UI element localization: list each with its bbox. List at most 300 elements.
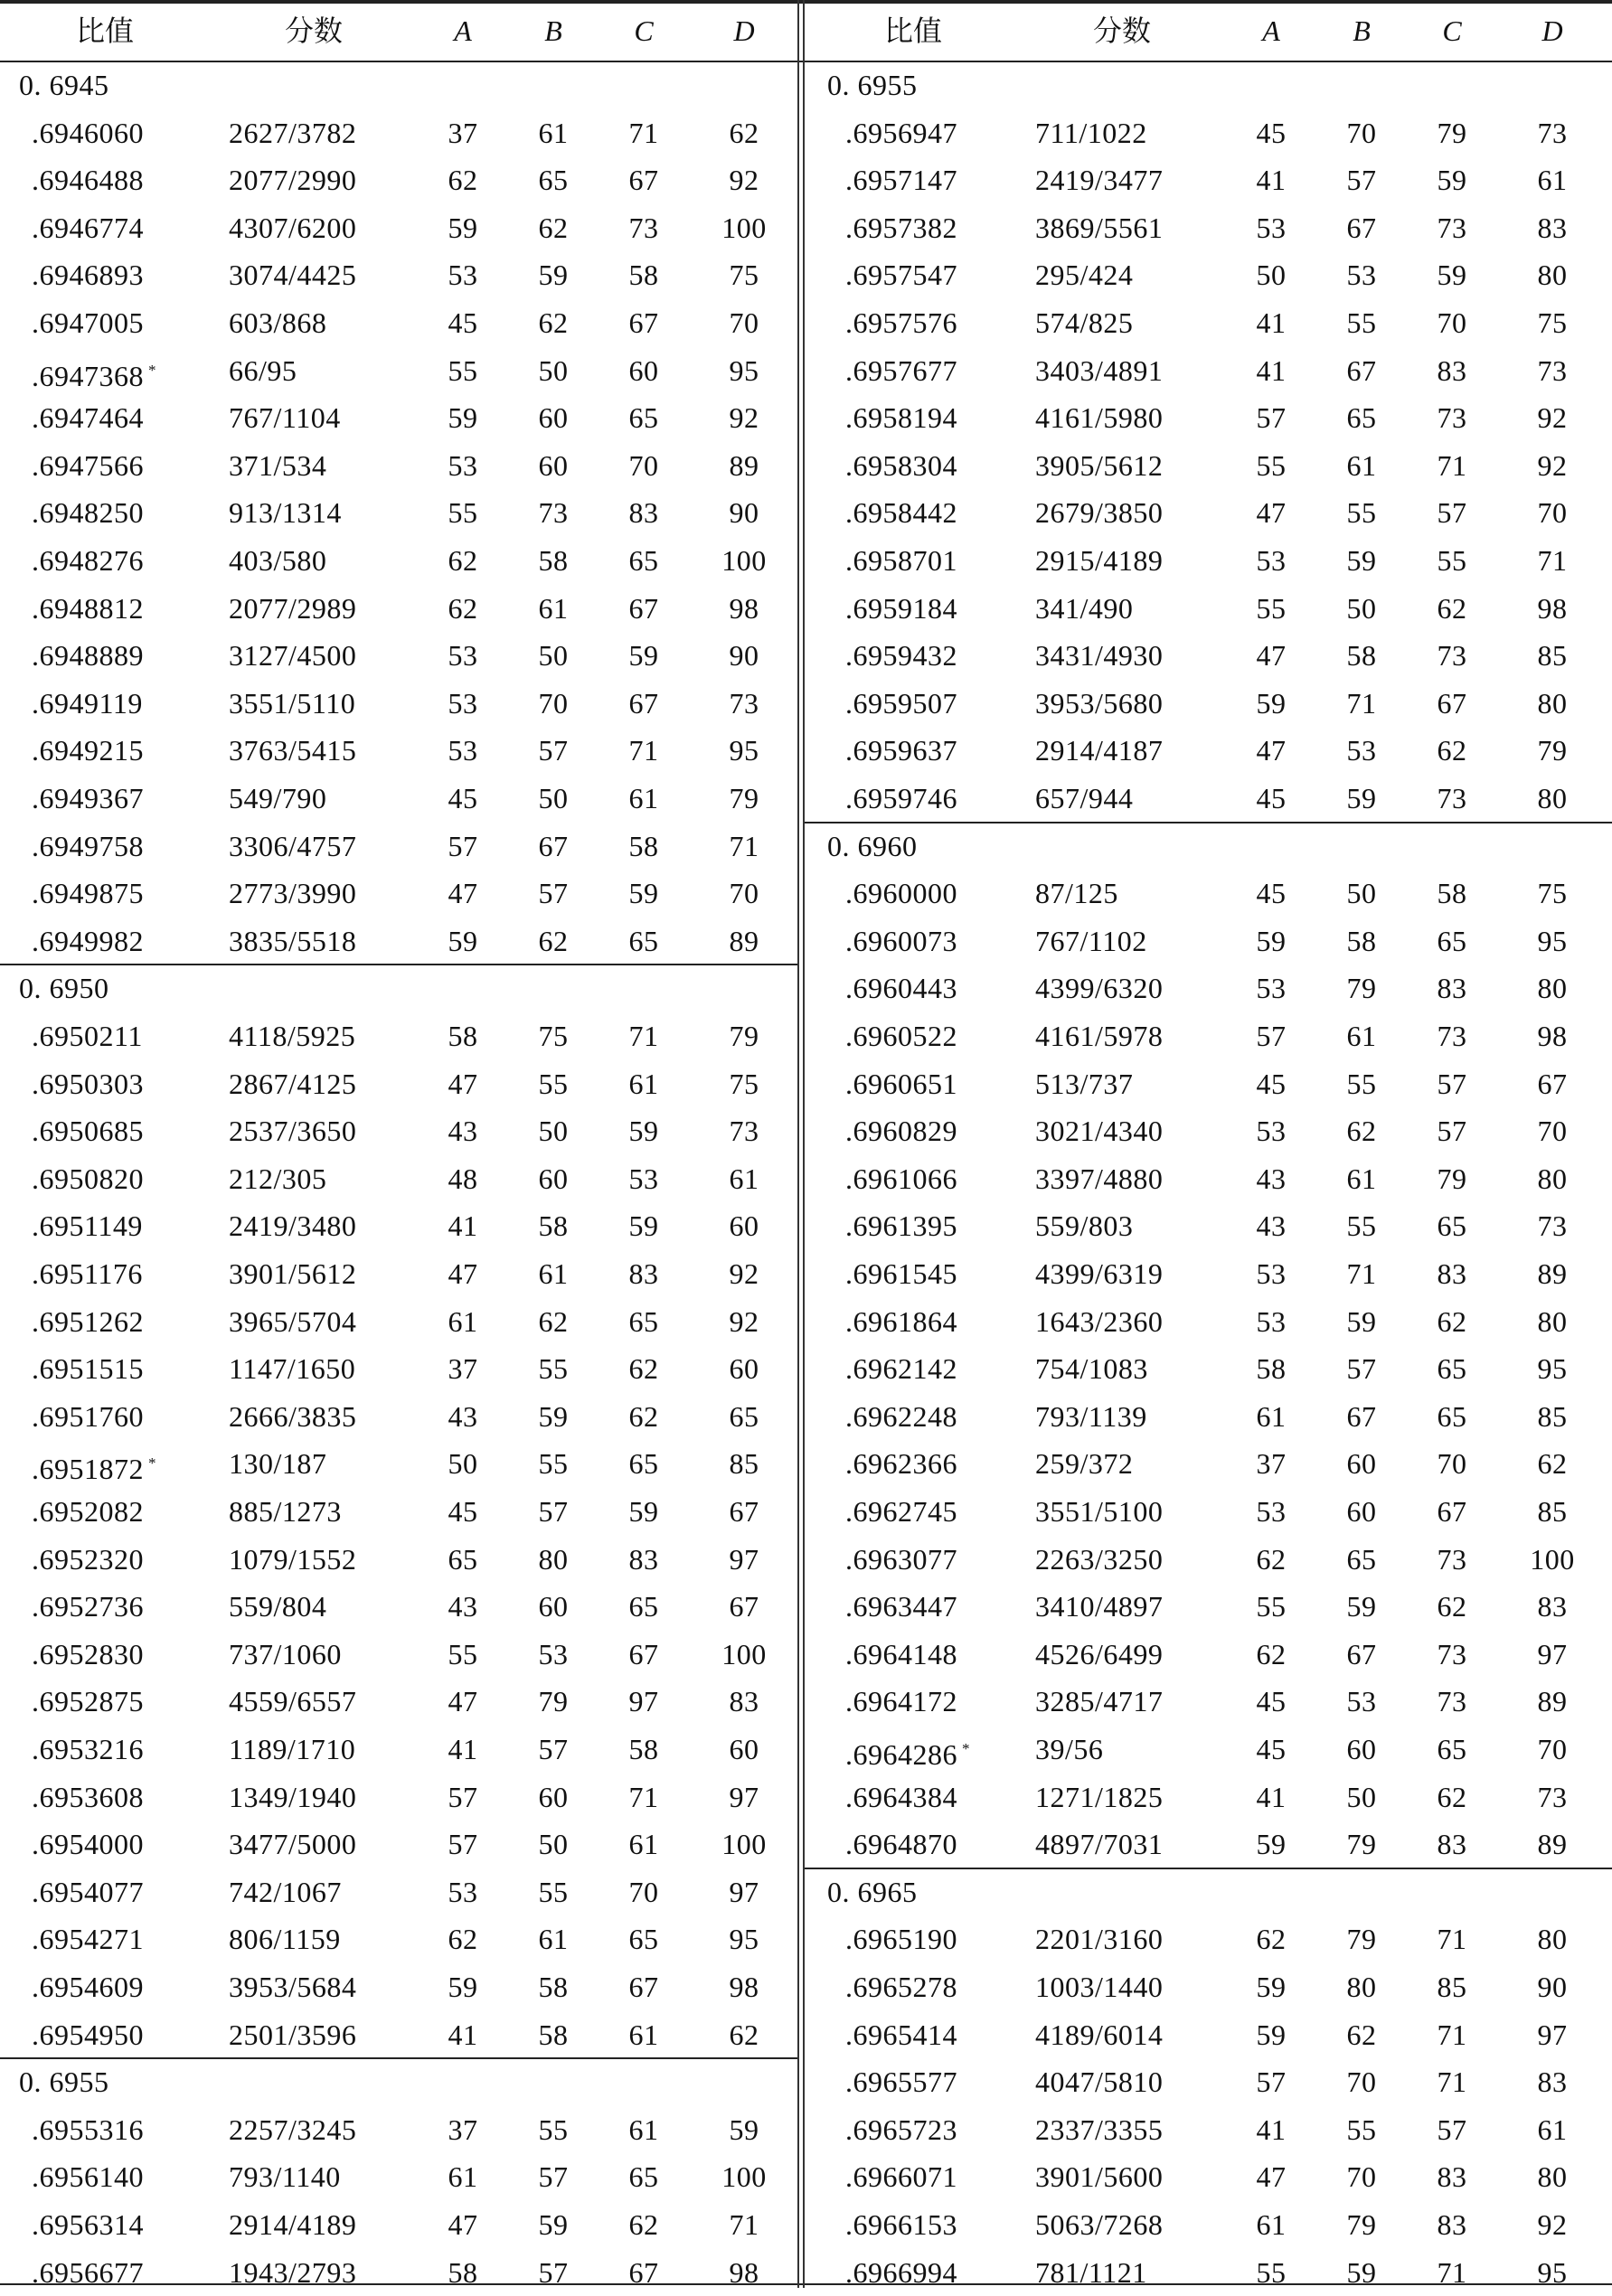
value-cell-b: 65 [1346,401,1377,435]
ratio-value: .6962366 [845,1447,957,1481]
value-cell-d: 92 [1537,2208,1568,2241]
column-header-c: C [634,14,654,47]
value-cell-a: 55 [448,353,478,387]
value-cell-d: 70 [729,877,759,910]
ratio-value: .6961395 [845,1209,957,1243]
ratio-value: .6957677 [845,353,957,387]
value-cell-d: 80 [1537,686,1568,720]
value-cell-b: 60 [538,1590,569,1623]
ratio-cell [32,156,144,203]
value-cell-d: 89 [1537,1685,1568,1718]
value-cell-d: 73 [1537,1209,1568,1243]
ratio-value: .6965723 [845,2113,957,2146]
value-cell-b: 67 [538,829,569,862]
ratio-cell [32,1250,143,1297]
value-cell-d: 85 [1537,639,1568,673]
ratio-cell [845,347,957,394]
value-cell-a: 59 [448,1971,478,2003]
value-cell-d: 90 [1537,1971,1568,2003]
ratio-cell [32,1726,144,1773]
fraction-cell: 39/56 [1035,1733,1104,1765]
ratio-cell [32,585,144,632]
value-cell-a: 62 [1256,1637,1287,1670]
value-cell-b: 50 [538,1828,569,1861]
value-cell-b: 55 [1346,496,1377,530]
group-separator [805,1868,1612,1869]
ratio-cell [845,1915,957,1962]
value-cell-a: 53 [1256,1495,1287,1528]
ratio-cell [845,2106,957,2153]
ratio-value: .6961545 [845,1257,957,1290]
value-cell-c: 73 [1437,1637,1467,1670]
value-cell-c: 58 [628,1733,659,1765]
value-cell-d: 70 [729,306,759,339]
value-cell-d: 71 [1537,544,1568,577]
value-cell-b: 73 [538,496,569,530]
ratio-cell [845,251,957,298]
value-cell-d: 97 [729,1875,759,1908]
value-cell-d: 79 [729,782,759,814]
ratio-value: .6954950 [32,2018,144,2051]
fraction-cell: 3953/5680 [1035,686,1164,720]
value-cell-c: 59 [628,1209,659,1243]
ratio-value: .6953608 [32,1780,144,1813]
value-cell-d: 83 [1537,2065,1568,2099]
value-cell-d: 62 [729,2018,759,2051]
value-cell-a: 47 [1256,639,1287,673]
ratio-value: .6947566 [32,448,144,482]
ratio-value: .6949982 [32,924,144,957]
ratio-cell [845,1963,957,2010]
ratio-value: .6965577 [845,2065,957,2099]
ratio-value: .6957547 [845,259,957,292]
ratio-cell [845,1821,957,1868]
ratio-value: .6956677 [32,2255,144,2289]
value-cell-b: 79 [1346,1828,1377,1861]
ratio-cell [32,251,144,298]
value-cell-c: 59 [628,1495,659,1528]
value-cell-a: 59 [1256,1971,1287,2003]
value-cell-b: 57 [538,2160,569,2194]
fraction-cell: 1079/1552 [229,1542,357,1576]
value-cell-d: 85 [729,1447,759,1481]
value-cell-b: 60 [1346,1733,1377,1765]
ratio-value: .6956947 [845,116,957,149]
ratio-cell [32,823,144,870]
value-cell-d: 65 [729,1399,759,1433]
value-cell-a: 47 [448,1067,478,1100]
value-cell-d: 97 [729,1542,759,1576]
value-cell-a: 37 [448,2113,478,2146]
value-cell-b: 61 [1346,448,1377,482]
ratio-value: .6949119 [32,686,143,720]
value-cell-d: 75 [1537,306,1568,339]
ratio-value: .6952736 [32,1590,144,1623]
value-cell-c: 65 [628,924,659,957]
value-cell-b: 79 [538,1685,569,1718]
value-cell-a: 59 [1256,686,1287,720]
group-label: 0. 6945 [19,69,109,101]
value-cell-a: 57 [448,829,478,862]
value-cell-b: 57 [538,1495,569,1528]
ratio-cell [32,1393,144,1440]
value-cell-c: 70 [1437,1447,1467,1481]
ratio-cell [845,680,957,727]
value-cell-b: 62 [1346,2018,1377,2051]
value-cell-a: 41 [1256,2113,1287,2146]
ratio-cell [32,299,144,346]
value-cell-d: 100 [721,2160,767,2194]
fraction-cell: 657/944 [1035,782,1134,814]
value-cell-b: 59 [1346,2255,1377,2289]
fraction-cell: 4161/5980 [1035,401,1164,435]
value-cell-c: 83 [628,1542,659,1576]
value-cell-b: 57 [538,2255,569,2289]
fraction-cell: 711/1022 [1035,116,1147,149]
value-cell-a: 43 [448,1399,478,1433]
value-cell-d: 80 [1537,972,1568,1005]
ratio-value: .6950820 [32,1162,144,1195]
value-cell-c: 67 [628,686,659,720]
fraction-cell: 742/1067 [229,1875,342,1908]
value-cell-c: 65 [1437,1399,1467,1433]
value-cell-a: 47 [448,877,478,910]
value-cell-b: 57 [538,877,569,910]
fraction-cell: 2773/3990 [229,877,357,910]
value-cell-d: 95 [1537,924,1568,957]
fraction-cell: 3869/5561 [1035,211,1164,244]
ratio-value: .6947005 [32,306,144,339]
value-cell-b: 70 [538,686,569,720]
value-cell-c: 62 [1437,1304,1467,1338]
value-cell-a: 61 [1256,1399,1287,1433]
value-cell-c: 67 [628,1971,659,2003]
value-cell-d: 75 [729,1067,759,1100]
value-cell-c: 59 [1437,164,1467,197]
value-cell-a: 53 [1256,1115,1287,1148]
value-cell-c: 59 [1437,259,1467,292]
ratio-cell [845,1488,957,1535]
ratio-cell [32,2249,144,2296]
value-cell-b: 55 [1346,1067,1377,1100]
value-cell-c: 83 [1437,1828,1467,1861]
value-cell-d: 98 [1537,1020,1568,1052]
ratio-value: .6954077 [32,1875,144,1908]
value-cell-c: 60 [628,353,659,387]
value-cell-b: 62 [538,1304,569,1338]
ratio-value: .6957382 [845,211,957,244]
ratio-cell [32,1536,144,1583]
value-cell-c: 73 [1437,401,1467,435]
value-cell-b: 53 [1346,259,1377,292]
ratio-value: .6963077 [845,1542,957,1576]
ratio-value: .6946488 [32,164,144,197]
value-cell-d: 73 [729,1115,759,1148]
value-cell-b: 53 [1346,1685,1377,1718]
value-cell-c: 71 [628,1780,659,1813]
value-cell-c: 73 [1437,782,1467,814]
fraction-cell: 403/580 [229,544,327,577]
value-cell-b: 80 [538,1542,569,1576]
value-cell-d: 60 [729,1209,759,1243]
fraction-cell: 130/187 [229,1447,327,1481]
value-cell-c: 62 [628,2208,659,2241]
fraction-cell: 885/1273 [229,1495,342,1528]
ratio-value: .6953216 [32,1733,144,1765]
value-cell-d: 95 [1537,2255,1568,2289]
value-cell-a: 45 [1256,1733,1287,1765]
value-cell-d: 75 [729,259,759,292]
value-cell-c: 73 [1437,1685,1467,1718]
value-cell-c: 70 [628,1875,659,1908]
value-cell-d: 92 [729,1304,759,1338]
fraction-cell: 793/1140 [229,2160,341,2194]
value-cell-b: 60 [1346,1495,1377,1528]
value-cell-d: 92 [1537,448,1568,482]
fraction-cell: 3403/4891 [1035,353,1164,387]
value-cell-a: 45 [448,306,478,339]
value-cell-a: 41 [448,1733,478,1765]
ratio-cell [845,1298,957,1345]
value-cell-c: 79 [1437,116,1467,149]
value-cell-b: 55 [538,1067,569,1100]
value-cell-a: 58 [448,2255,478,2289]
value-cell-b: 53 [538,1637,569,1670]
value-cell-d: 70 [1537,496,1568,530]
value-cell-a: 53 [448,734,478,767]
value-cell-a: 43 [448,1590,478,1623]
value-cell-d: 61 [729,1162,759,1195]
fraction-cell: 3551/5100 [1035,1495,1164,1528]
value-cell-a: 53 [1256,211,1287,244]
ratio-cell [32,1868,144,1915]
value-cell-a: 53 [1256,1257,1287,1290]
ratio-cell [32,1440,156,1492]
fraction-cell: 603/868 [229,306,327,339]
ratio-value: .6957147 [845,164,957,197]
value-cell-a: 65 [448,1542,478,1576]
value-cell-a: 45 [1256,877,1287,910]
fraction-cell: 3285/4717 [1035,1685,1164,1718]
value-cell-c: 55 [1437,544,1467,577]
ratio-value: .6957576 [845,306,957,339]
value-cell-a: 62 [1256,1923,1287,1956]
value-cell-b: 79 [1346,1923,1377,1956]
fraction-cell: 767/1102 [1035,924,1147,957]
ratio-value: .6961066 [845,1162,957,1195]
value-cell-c: 83 [1437,1257,1467,1290]
column-header-c: C [1442,14,1462,47]
ratio-value: .6964148 [845,1637,957,1670]
fraction-cell: 1349/1940 [229,1780,357,1813]
value-cell-b: 59 [1346,544,1377,577]
ratio-cell [32,2153,144,2200]
fraction-cell: 3905/5612 [1035,448,1164,482]
value-cell-d: 90 [729,496,759,530]
fraction-cell: 3901/5612 [229,1257,357,1290]
value-cell-d: 92 [1537,401,1568,435]
value-cell-c: 61 [628,2113,659,2146]
ratio-value: .6959507 [845,686,957,720]
value-cell-b: 58 [538,544,569,577]
fraction-cell: 767/1104 [229,401,341,435]
value-cell-d: 73 [1537,353,1568,387]
group-label: 0. 6955 [827,69,918,101]
ratio-cell [845,1250,957,1297]
value-cell-d: 80 [1537,1162,1568,1195]
table-panel-left [0,0,797,2288]
value-cell-b: 58 [538,1971,569,2003]
value-cell-d: 71 [729,829,759,862]
value-cell-d: 98 [729,591,759,625]
ratio-cell [32,204,144,251]
ratio-value: .6965190 [845,1923,957,1956]
value-cell-c: 71 [628,734,659,767]
value-cell-b: 55 [1346,2113,1377,2146]
value-cell-c: 65 [628,1447,659,1481]
value-cell-b: 67 [1346,1637,1377,1670]
value-cell-c: 73 [1437,1542,1467,1576]
value-cell-c: 83 [628,1257,659,1290]
group-label: 0. 6965 [827,1875,918,1908]
ratio-cell [845,965,957,1012]
value-cell-a: 55 [448,1637,478,1670]
fraction-cell: 3477/5000 [229,1828,357,1861]
fraction-cell: 4161/5978 [1035,1020,1164,1052]
fraction-cell: 341/490 [1035,591,1134,625]
value-cell-b: 55 [538,1447,569,1481]
value-cell-d: 60 [729,1733,759,1765]
value-cell-b: 62 [538,306,569,339]
fraction-cell: 2501/3596 [229,2018,357,2051]
ratio-value: .6966153 [845,2208,957,2241]
fraction-cell: 2077/2989 [229,591,357,625]
fraction-cell: 1003/1440 [1035,1971,1164,2003]
ratio-value: .6959746 [845,782,957,814]
ratio-value: .6964286 [845,1738,957,1771]
value-cell-c: 58 [628,829,659,862]
value-cell-c: 62 [1437,1780,1467,1813]
column-header-d: D [733,14,755,47]
value-cell-c: 61 [628,1828,659,1861]
ratio-cell [845,1678,957,1725]
value-cell-b: 53 [1346,734,1377,767]
value-cell-b: 59 [538,1399,569,1433]
value-cell-c: 53 [628,1162,659,1195]
value-cell-b: 50 [1346,877,1377,910]
value-cell-d: 98 [729,1971,759,2003]
ratio-value: .6960829 [845,1115,957,1148]
ratio-cell [845,1583,957,1630]
table-panel-right [805,0,1612,2288]
fraction-cell: 1643/2360 [1035,1304,1164,1338]
fraction-cell: 2914/4189 [229,2208,357,2241]
fraction-cell: 4526/6499 [1035,1637,1164,1670]
column-header-fraction: 分数 [284,14,343,47]
value-cell-d: 73 [1537,1780,1568,1813]
value-cell-c: 73 [1437,211,1467,244]
ratio-value: .6947464 [32,401,144,435]
value-cell-a: 53 [448,448,478,482]
value-cell-c: 71 [628,1020,659,1052]
fraction-cell: 737/1060 [229,1637,342,1670]
ratio-value: .6949758 [32,829,144,862]
fraction-cell: 1147/1650 [229,1352,356,1386]
value-cell-a: 47 [1256,734,1287,767]
ratio-cell [845,1393,957,1440]
value-cell-b: 65 [538,164,569,197]
column-header-b: B [544,14,562,47]
ratio-value: .6952082 [32,1495,144,1528]
fraction-cell: 2679/3850 [1035,496,1164,530]
panel-divider-left [797,0,799,2288]
ratio-cell [32,489,144,536]
value-cell-b: 70 [1346,2160,1377,2194]
value-cell-b: 71 [1346,1257,1377,1290]
value-cell-a: 53 [1256,972,1287,1005]
value-cell-b: 55 [538,1875,569,1908]
fraction-cell: 2627/3782 [229,116,357,149]
fraction-cell: 2666/3835 [229,1399,357,1433]
value-cell-c: 67 [628,164,659,197]
ratio-value: .6949875 [32,877,144,910]
value-cell-b: 50 [538,639,569,673]
ratio-value: .6951176 [32,1257,143,1290]
fraction-cell: 3953/5684 [229,1971,357,2003]
value-cell-d: 100 [721,1637,767,1670]
fraction-cell: 3901/5600 [1035,2160,1164,2194]
value-cell-d: 80 [1537,782,1568,814]
value-cell-b: 58 [1346,924,1377,957]
value-cell-d: 89 [1537,1828,1568,1861]
value-cell-d: 89 [1537,1257,1568,1290]
fraction-cell: 295/424 [1035,259,1134,292]
ratio-cell [845,1060,957,1107]
ratio-cell [32,632,144,679]
note-mark: * [962,1740,970,1757]
ratio-value: .6960000 [845,877,957,910]
value-cell-a: 47 [448,1257,478,1290]
ratio-value: .6958442 [845,496,957,530]
ratio-cell [845,727,957,774]
value-cell-a: 41 [1256,353,1287,387]
value-cell-b: 59 [1346,782,1377,814]
value-cell-a: 48 [448,1162,478,1195]
ratio-cell [845,109,957,156]
value-cell-a: 58 [1256,1352,1287,1386]
ratio-value: .6965278 [845,1971,957,2003]
value-cell-a: 55 [448,496,478,530]
value-cell-b: 55 [538,1352,569,1386]
fraction-cell: 781/1121 [1035,2255,1147,2289]
ratio-value: .6960073 [845,924,957,957]
ratio-cell [845,917,957,965]
value-cell-b: 70 [1346,2065,1377,2099]
fraction-cell: 66/95 [229,353,297,387]
value-cell-c: 83 [1437,2160,1467,2194]
ratio-cell [32,2201,144,2248]
value-cell-d: 85 [1537,1399,1568,1433]
value-cell-a: 43 [1256,1209,1287,1243]
value-cell-c: 61 [628,782,659,814]
value-cell-b: 50 [538,782,569,814]
value-cell-b: 79 [1346,2208,1377,2241]
fraction-cell: 2257/3245 [229,2113,357,2146]
ratio-cell [32,1488,144,1535]
ratio-cell [32,680,143,727]
ratio-cell [845,2201,957,2248]
value-cell-c: 79 [1437,1162,1467,1195]
